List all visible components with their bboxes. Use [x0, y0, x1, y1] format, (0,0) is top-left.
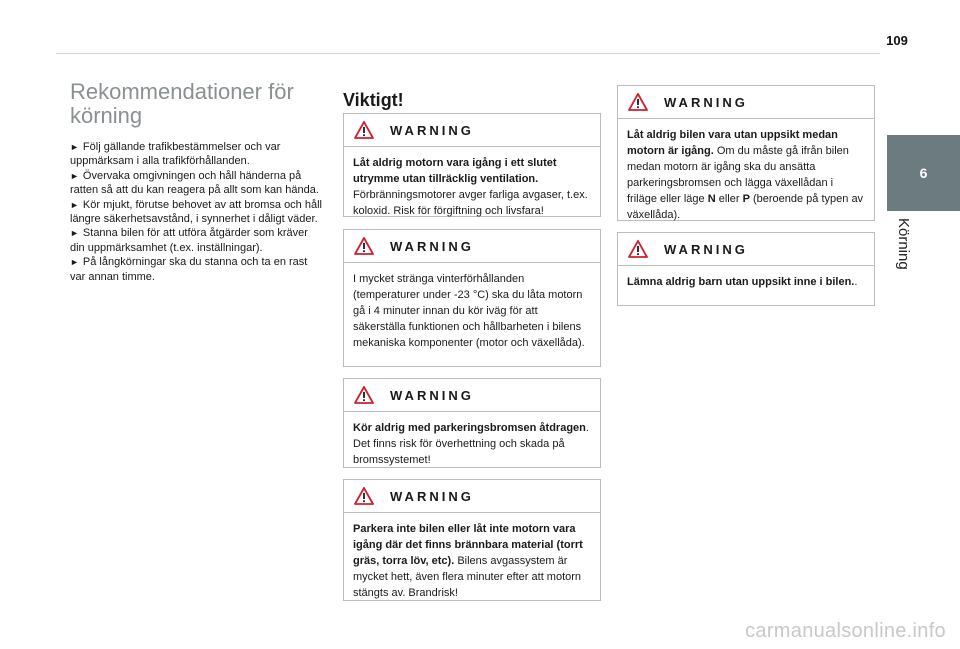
warning-text: Parkera inte bilen eller låt inte motorn vara igång där det finns brännbara material (torrt gräs, torra löv, etc). Bilens avgassystem är mycket hett, även flera minuter efter att motorn stängts av. Brandrisk!: [353, 523, 583, 599]
chapter-tab[interactable]: [887, 135, 960, 211]
warning-header: [618, 233, 874, 266]
warning-box: [343, 229, 601, 367]
warning-text: Lämna aldrig barn utan uppsikt inne i bilen..: [627, 276, 858, 288]
list-item: ► Övervaka omgivningen och håll händerna på ratten så att du kan reagera på allt som kan hända.: [70, 169, 319, 197]
warning-title: WARNING: [390, 488, 474, 504]
warning-box: [343, 479, 601, 601]
list-item: ► På långkörningar ska du stanna och ta en rast var annan timme.: [70, 256, 308, 283]
list-item: ► Stanna bilen för att utföra åtgärder som kräver din uppmärksamhet (t.ex. inställningar).: [70, 227, 308, 254]
chapter-number: 6: [919, 165, 928, 181]
arrow-icon: ►: [70, 199, 79, 210]
warning-triangle-icon: [354, 487, 374, 505]
warning-text: Låt aldrig motorn vara igång i ett slutet utrymme utan tillräcklig ventilation. Förbränningsmotorer avger farliga avgaser, t.ex. koloxid. Risk för förgiftning och livsfara!: [353, 157, 588, 217]
warning-title: WARNING: [390, 238, 474, 254]
list-item: ► Kör mjukt, förutse behovet av att bromsa och håll längre säkerhetsavstånd, i synnerhet i dåligt väder.: [70, 198, 322, 226]
warning-text: Kör aldrig med parkeringsbromsen åtdragen. Det finns risk för överhettning och skada på bromssystemet!: [353, 422, 589, 466]
arrow-icon: ►: [70, 142, 79, 152]
footer-watermark: carmanualsonline.info: [745, 620, 946, 642]
warning-triangle-icon: [628, 240, 648, 258]
warning-box: [617, 232, 875, 306]
warning-triangle-icon: [628, 93, 648, 111]
list-item: ► Följ gällande trafikbestämmelser och var uppmärksam i alla trafikförhållanden.: [70, 141, 281, 168]
recommendation-list: [70, 140, 325, 284]
warning-box: [343, 113, 601, 217]
top-divider: [56, 53, 880, 54]
chapter-label: Körning: [895, 218, 912, 270]
warning-title: WARNING: [390, 122, 474, 138]
warning-triangle-icon: [354, 237, 374, 255]
column-heading: Viktigt!: [343, 90, 404, 110]
warning-title: WARNING: [664, 94, 748, 110]
warning-header: [618, 86, 874, 119]
arrow-icon: ►: [70, 170, 79, 181]
warning-title: WARNING: [664, 241, 748, 257]
warning-text: I mycket stränga vinterförhållanden (temperaturer under -23 °C) ska du låta motorn gå i 4 minuter innan du kör iväg för att säkerställa funktionen och hållbarheten i bilens mekaniska komponenter (motor och växellåda).: [353, 273, 585, 349]
warning-header: [344, 114, 600, 147]
important-column: [343, 84, 601, 111]
warning-header: [344, 379, 600, 412]
warning-title: WARNING: [390, 387, 474, 403]
warning-triangle-icon: [354, 121, 374, 139]
warning-triangle-icon: [354, 386, 374, 404]
section-heading: Rekommendationer för körning: [70, 79, 294, 128]
warning-box: [343, 378, 601, 468]
warning-text: Låt aldrig bilen vara utan uppsikt medan motorn är igång. Om du måste gå ifrån bilen medan motorn är igång ska du ansätta parkeringsbromsen och lägga växellådan i friläge eller läge N eller P (beroende på typen av växellåda).: [627, 129, 864, 221]
arrow-icon: ►: [70, 257, 79, 268]
arrow-icon: ►: [70, 228, 79, 239]
page-number: 109: [886, 33, 908, 48]
warning-header: [344, 230, 600, 263]
warning-header: [344, 480, 600, 513]
warning-box: [617, 85, 875, 221]
recommendations-column: [70, 80, 325, 284]
